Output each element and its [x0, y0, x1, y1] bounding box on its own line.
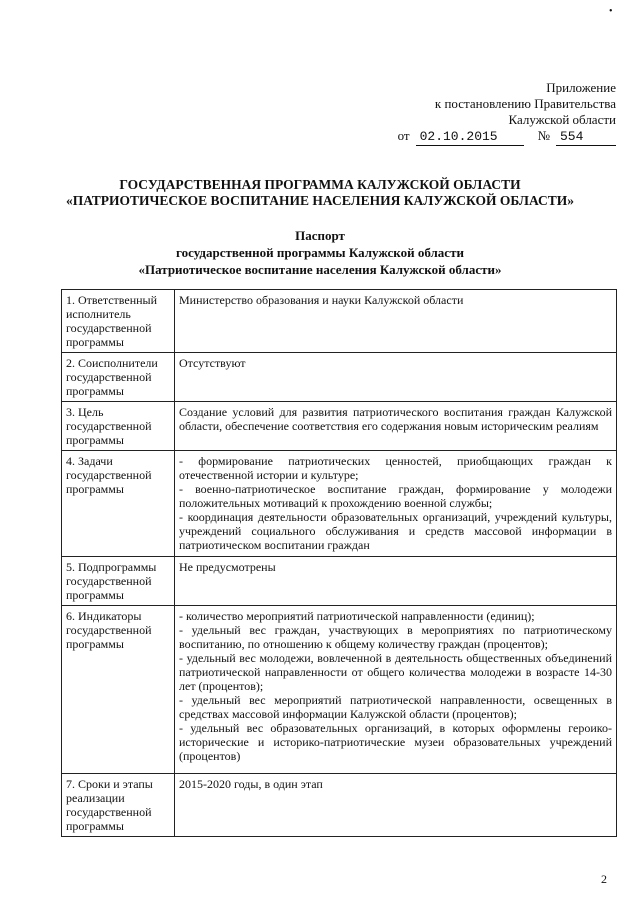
table-row	[62, 774, 617, 837]
content-paragraph: Не предусмотрены	[179, 560, 276, 574]
passport-table	[61, 289, 617, 837]
content-paragraph: Отсутствуют	[179, 356, 246, 370]
row-content	[175, 290, 617, 353]
row-content	[175, 606, 617, 774]
passport-title-line-1: Паспорт	[295, 228, 345, 243]
table-row	[62, 402, 617, 451]
appendix-block	[386, 80, 616, 146]
table-row	[62, 290, 617, 353]
content-paragraph: - удельный вес молодежи, вовлеченной в деятельность общественных объединений патриотической направленности от общего количества молодежи в возрасте 14-30 лет (процентов);	[179, 651, 612, 693]
row-label: 2. Соисполнители государственной программы	[62, 353, 175, 402]
content-paragraph: - количество мероприятий патриотической направленности (единиц);	[179, 609, 535, 623]
content-paragraph: - координация деятельности образовательных организаций, учреждений культуры, учреждений социального обслуживания и средств массовой информации в патриотическом воспитании граждан	[179, 510, 612, 552]
scan-mark: •	[609, 6, 613, 17]
row-content	[175, 557, 617, 606]
passport-title-line-3: «Патриотическое воспитание населения Калужской области»	[138, 262, 502, 277]
row-label: 1. Ответственный исполнитель государственной программы	[62, 290, 175, 353]
passport-title-line-2: государственной программы Калужской области	[176, 245, 464, 260]
content-paragraph: Создание условий для развития патриотического воспитания граждан Калужской области, обеспечение соответствия его содержания новым историческим реалиям	[179, 405, 612, 433]
appendix-line-2: к постановлению Правительства	[434, 96, 616, 111]
page-number: 2	[601, 872, 607, 886]
row-label: 5. Подпрограммы государственной программы	[62, 557, 175, 606]
content-paragraph: 2015-2020 годы, в один этап	[179, 777, 323, 791]
program-title	[0, 177, 640, 209]
table-row	[62, 353, 617, 402]
content-paragraph: - военно-патриотическое воспитание граждан, формирование у молодежи положительных мотиваций к прохождению военной службы;	[179, 482, 612, 510]
date-prefix: от	[397, 128, 410, 143]
row-content	[175, 451, 617, 557]
program-title-line-2: «ПАТРИОТИЧЕСКОЕ ВОСПИТАНИЕ НАСЕЛЕНИЯ КАЛУЖСКОЙ ОБЛАСТИ»	[65, 193, 575, 208]
table-row	[62, 606, 617, 774]
content-paragraph: - удельный вес мероприятий патриотической направленности, освещенных в средствах массовой информации Калужской области (процентов);	[179, 693, 612, 721]
passport-title	[0, 227, 640, 278]
appendix-line-3: Калужской области	[508, 112, 616, 127]
row-content	[175, 353, 617, 402]
row-content	[175, 774, 617, 837]
appendix-date-line	[386, 128, 616, 146]
row-content	[175, 402, 617, 451]
decree-number: 554	[556, 129, 616, 146]
program-title-line-1: ГОСУДАРСТВЕННАЯ ПРОГРАММА КАЛУЖСКОЙ ОБЛАСТИ	[119, 177, 521, 192]
content-paragraph: - удельный вес граждан, участвующих в мероприятиях по патриотическому воспитанию, по отношению к общему количеству граждан (процентов);	[179, 623, 612, 651]
row-label: 3. Цель государственной программы	[62, 402, 175, 451]
content-paragraph: - формирование патриотических ценностей, приобщающих граждан к отечественной истории и культуре;	[179, 454, 612, 482]
number-prefix: №	[537, 128, 550, 143]
appendix-line-1: Приложение	[546, 80, 616, 95]
table-row	[62, 557, 617, 606]
row-label: 6. Индикаторы государственной программы	[62, 606, 175, 774]
row-label: 7. Сроки и этапы реализации государственной программы	[62, 774, 175, 837]
content-paragraph: - удельный вес образовательных организаций, в которых оформлены героико-исторические и историко-патриотические музеи образовательных учреждений (процентов)	[179, 721, 612, 763]
table-row	[62, 451, 617, 557]
decree-date: 02.10.2015	[416, 129, 524, 146]
content-paragraph: Министерство образования и науки Калужской области	[179, 293, 464, 307]
row-label: 4. Задачи государственной программы	[62, 451, 175, 557]
